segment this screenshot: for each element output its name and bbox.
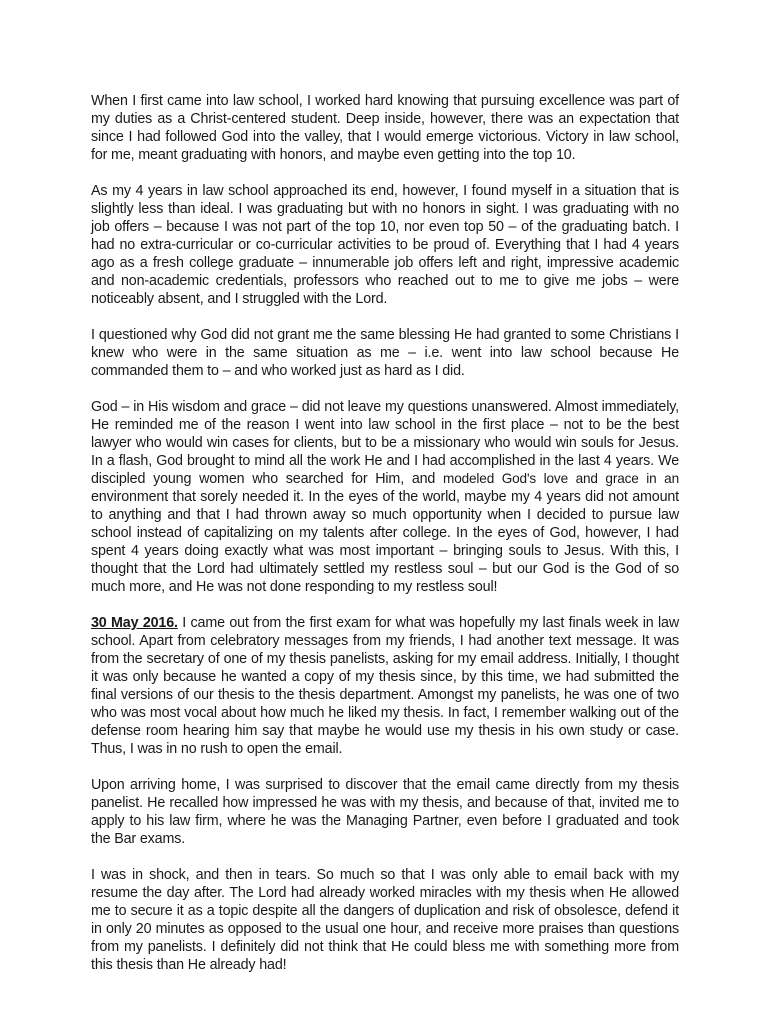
- paragraph-god-answer-part-1: God – in His wisdom and grace – did not leave my questions unanswered. Almost immediately, He reminded me of the reason I went into law school in the first place – not to be the best lawyer who would win cases for clients, but to be a missionary who would win souls for Jesus. In a flash, God brought to mind all the work He and I had accomplished in the last 4 years. We discipled young women who searched for Him, and: [91, 399, 679, 487]
- paragraph-god-answer-part-2: modeled God's love and grace in an: [443, 471, 679, 486]
- paragraph-graduation-struggle: As my 4 years in law school approached its end, however, I found myself in a situation that is slightly less than ideal. I was graduating but with no honors in sight. I was graduating with no job offers – because I was not part of the top 10, nor even top 50 – of the graduating batch. I had no extra-curricular or co-curricular activities to be proud of. Everything that I had 4 years ago as a fresh college graduate – innumerable job offers left and right, impressive academic and non-academic credentials, professors who reached out to me to give me jobs – were noticeably absent, and I struggled with the Lord.: [91, 183, 679, 307]
- paragraph-questioning-god: I questioned why God did not grant me the same blessing He had granted to some Christians I knew who were in the same situation as me – i.e. went into law school because He commanded them to – and who worked just as hard as I did.: [91, 327, 679, 379]
- paragraph-shock-and-tears: I was in shock, and then in tears. So much so that I was only able to email back with my resume the day after. The Lord had already worked miracles with my thesis when He allowed me to secure it as a topic despite all the dangers of duplication and risk of obsolesce, defend it in only 20 minutes as opposed to the usual one hour, and receive more praises than questions from my panelists. I definitely did not think that He could bless me with something more from this thesis than He already had!: [91, 867, 679, 973]
- paragraph-may-30-text: I came out from the first exam for what was hopefully my last finals week in law school. Apart from celebratory messages from my friends, I had another text message. It was from the secretary of one of my thesis panelists, asking for my email address. Initially, I thought it was only because he wanted a copy of my thesis since, by this time, we had submitted the final versions of our thesis to the thesis department. Amongst my panelists, he was one of two who was most vocal about how much he liked my thesis. In fact, I remember walking out of the defense room hearing him say that maybe he would use my thesis in his own study or case. Thus, I was in no rush to open the email.: [91, 615, 679, 757]
- document-body: [91, 92, 679, 992]
- paragraph-god-answer-part-3: environment that sorely needed it. In the eyes of the world, maybe my 4 years did not amount to anything and that I had thrown away so much opportunity when I decided to pursue law school instead of capitalizing on my talents after college. In the eyes of God, however, I had spent 4 years doing exactly what was most important – bringing souls to Jesus. With this, I thought that the Lord had ultimately settled my restless soul – but our God is the God of so much more, and He was not done responding to my restless soul!: [91, 489, 679, 595]
- paragraph-law-school-expectations: When I first came into law school, I worked hard knowing that pursuing excellence was part of my duties as a Christ-centered student. Deep inside, however, there was an expectation that since I had followed God into the valley, that I would emerge victorious. Victory in law school, for me, meant graduating with honors, and maybe even getting into the top 10.: [91, 93, 679, 163]
- paragraph-email-discovery: Upon arriving home, I was surprised to discover that the email came directly from my thesis panelist. He recalled how impressed he was with my thesis, and because of that, invited me to apply to his law firm, where he was the Managing Partner, even before I graduated and took the Bar exams.: [91, 777, 679, 847]
- entry-date: 30 May 2016.: [91, 615, 178, 631]
- paragraph-may-30: [91, 614, 679, 758]
- paragraph-god-answer: [91, 398, 679, 596]
